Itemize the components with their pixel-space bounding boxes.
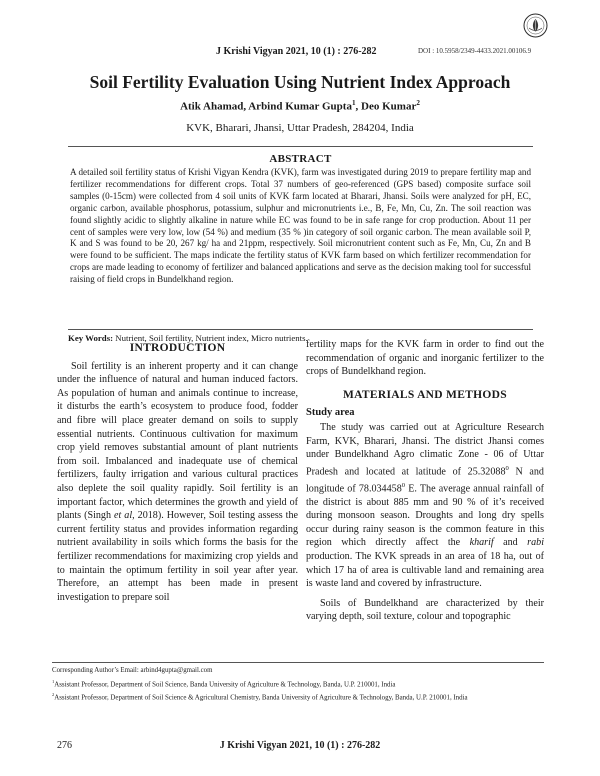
soils-paragraph: Soils of Bundelkhand are characterized by their varying depth, soil texture, colour and topographic bbox=[306, 597, 544, 623]
degree-sup-2: 0 bbox=[401, 481, 406, 489]
right-column bbox=[306, 338, 544, 624]
author-1-2: Atik Ahamad, Arbind Kumar Gupta bbox=[180, 100, 352, 113]
methods-text-part-3: E. The average annual rainfall of the district is about 885 mm and 90 % of it’s received during monsoon season. Droughts and long dry spells occur during rainy season is the common feature in this region which directly affect the bbox=[306, 483, 544, 549]
introduction-paragraph bbox=[57, 360, 298, 605]
methods-text-part-2: N and longitude of 78.034458 bbox=[306, 466, 544, 495]
footnote-1 bbox=[52, 677, 544, 690]
methods-text-part-5: production. The KVK spreads in an area of 18 ha, out of which 17 ha of area is cultivable land and remaining area is waste land and covered by infrastructure. bbox=[306, 551, 544, 590]
keywords-text: Nutrient, Soil fertility, Nutrient index, Micro nutrients. bbox=[113, 333, 308, 343]
header-doi: DOI : 10.5958/2349-4433.2021.00106.9 bbox=[418, 47, 532, 55]
kharif-term: kharif bbox=[469, 537, 494, 549]
study-area-heading: Study area bbox=[306, 407, 355, 419]
abstract-text: A detailed soil fertility status of Krishi Vigyan Kendra (KVK), farm was investigated during 2019 to prepare fertility map and fertilizer recommendations for different crops. Total 37 numbers of geo-referenced (GPS based) composite surface soil samples (0-15cm) were collected from 4 soil units of KVK farm located at Bharari, Jhansi. Soils were analyzed for pH, EC, organic carbon, available phosphorus, potassium, sulphur and micronutrients i.e., B, Fe, Mn, Cu, Zn. The soil reaction was found slightly acidic to slightly alkaline in nature while EC was found to be in safe range for crop production. About 11 per cent of samples were very low, low (54 %) and medium (35 % )in category of soil organic carbon. The mean available soil P, K and S was found to be 20, 267 kg/ ha and 21ppm, respectively. Soil micronutrient content such as Fe, Mn, Cu, Zn and B were found to be sufficient. The maps indicate the fertility status of KVK farm based on which fertilizer recommendation for crops are made leading to economy of fertilizer and balanced applications and serve as the decision making tool for successful raising of field crops in Bundelkhand region. bbox=[70, 167, 531, 285]
abstract-section bbox=[68, 146, 533, 330]
footnote-1-text: Assistant Professor, Department of Soil Science, Banda University of Agriculture & Technology, Banda, U.P. 210001, India bbox=[54, 680, 396, 688]
running-footer bbox=[0, 740, 600, 754]
intro-text-part-1: Soil fertility is an inherent property and it can change under the influence of natural and human induced factors. As population of human and animals continue to increase, it disturbs the earth’s ecosystem to produce food, fodder and fibre will place greater demand on soils to supply essential nutrients. Continuous cultivation for maximum crop yield removes substantial amount of plant nutrients from soil. Imbalanced and inadequate use of chemical fertilizers, faulty irrigation and various cultural practices also deplete the soil quality rapidly. Soil fertility is an important factor, which determines the growth and yield of plants (Singh bbox=[57, 360, 298, 522]
methods-text-part-1: The study was carried out at Agriculture Research Farm, KVK, Bharari, Jhansi. The district Jhansi comes under Bundelkhand Agro climatic Zone - 06 of Uttar Pradesh and located at latitude of 25.32088 bbox=[306, 421, 544, 478]
footer-journal-citation: J Krishi Vigyan 2021, 10 (1) : 276-282 bbox=[219, 740, 381, 751]
header-journal-citation: J Krishi Vigyan 2021, 10 (1) : 276-282 bbox=[216, 46, 377, 57]
methods-heading: MATERIALS AND METHODS bbox=[343, 388, 507, 401]
author-affiliation: KVK, Bharari, Jhansi, Uttar Pradesh, 284204, India bbox=[186, 122, 414, 134]
study-area-paragraph bbox=[306, 421, 544, 591]
footnotes bbox=[52, 662, 544, 704]
intro-citation-etal: et al, bbox=[114, 510, 135, 522]
author-sup-2: 2 bbox=[416, 99, 420, 107]
author-sup-1: 1 bbox=[351, 99, 356, 107]
footnote-2-marker: 2 bbox=[52, 692, 55, 698]
page-number: 276 bbox=[57, 740, 72, 751]
keywords-label: Key Words: bbox=[68, 333, 114, 343]
article-title: Soil Fertility Evaluation Using Nutrient Index Approach bbox=[89, 72, 511, 92]
author-3: , Deo Kumar bbox=[355, 100, 417, 113]
methods-text-part-4: and bbox=[493, 537, 528, 549]
intro-text-part-2: 2018). However, Soil testing assess the current fertility status and provides information regarding nutrient availability in soils which forms the basis for the fertilizer recommendations for maximizing crop yields and to maintain the optimum fertility in soil year after year. Therefore, an attempt has been made in present investigation to prepare soil bbox=[57, 510, 298, 603]
abstract-heading: ABSTRACT bbox=[269, 153, 332, 165]
degree-sup-1: 0 bbox=[505, 464, 509, 472]
article-authors bbox=[0, 99, 600, 113]
journal-logo-icon bbox=[523, 13, 548, 38]
left-column bbox=[57, 338, 298, 604]
introduction-continuation: fertility maps for the KVK farm in order to find out the recommendation of organic and inorganic fertilizer to the crops of Bundelkhand region. bbox=[306, 339, 544, 378]
corresponding-author-note: Corresponding Author’s Email: arbind4gupta@gmail.com bbox=[52, 667, 213, 674]
introduction-heading: INTRODUCTION bbox=[129, 342, 226, 354]
footnote-1-marker: 1 bbox=[52, 678, 55, 684]
footnote-2 bbox=[52, 690, 544, 703]
footnote-2-text: Assistant Professor, Department of Soil Science & Agricultural Chemistry, Banda University of Agriculture & Technology, Banda, U.P. 210001, India bbox=[54, 694, 468, 702]
running-header bbox=[0, 46, 600, 60]
rabi-term: rabi bbox=[527, 537, 544, 549]
